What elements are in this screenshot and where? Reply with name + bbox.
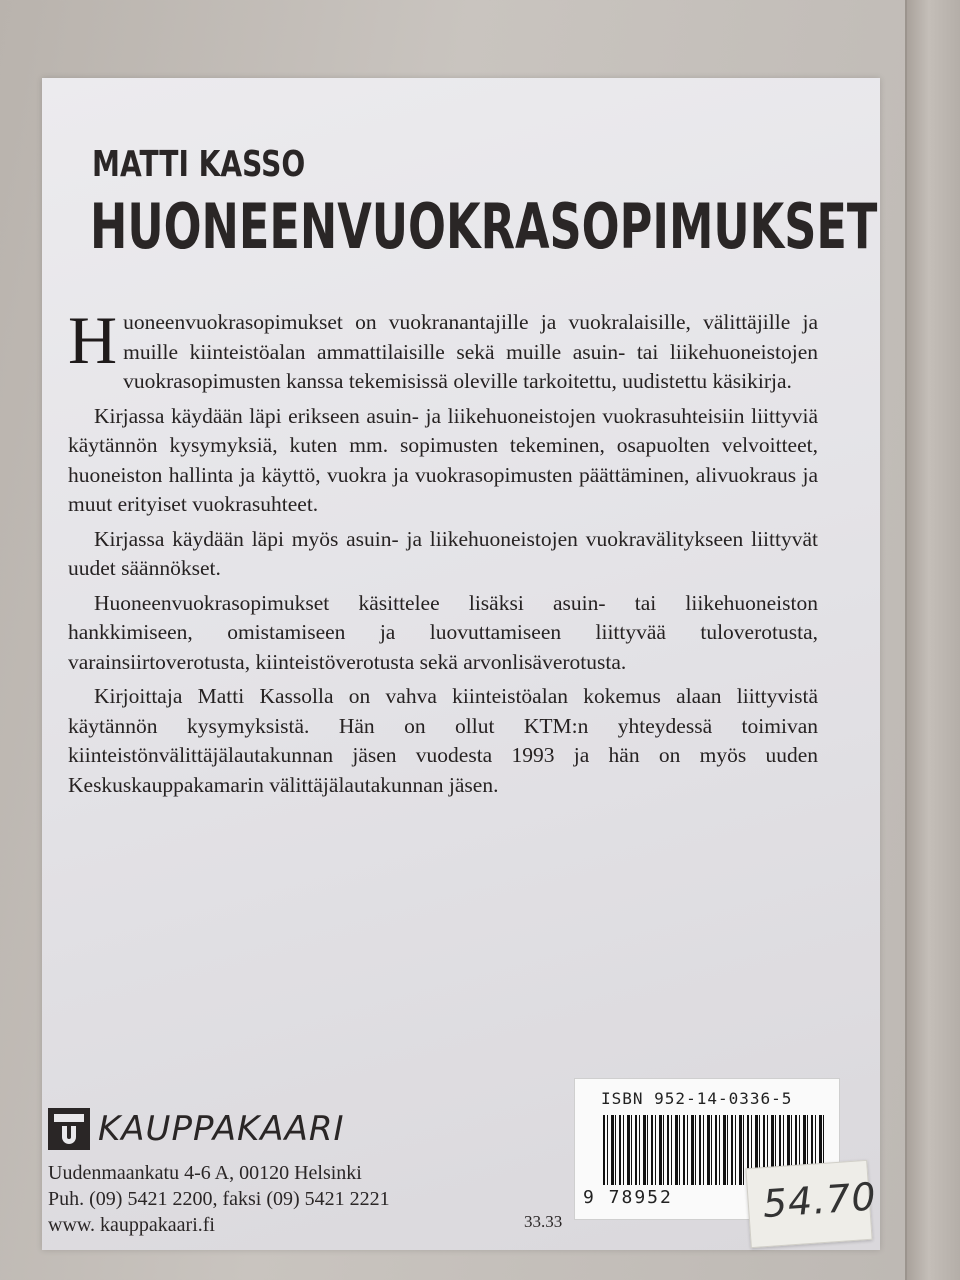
paragraph-intro-text: uoneenvuokrasopimukset on vuokranantajille ja vuokralaisille, välittäjille ja muille kiinteistöalan ammattilaisille sekä muille asuin- tai liikehuoneistojen vuokrasopimusten kanssa tekemisissä oleville tarkoitettu, uudistettu käsikirja.: [123, 310, 818, 393]
ean-number: 9 78952: [583, 1187, 673, 1208]
kauppakaari-logo-icon: [48, 1108, 90, 1150]
blurb: [68, 302, 818, 805]
publisher-phone: Puh. (09) 5421 2200, faksi (09) 5421 2221: [48, 1188, 390, 1210]
paragraph-taxation: Huoneenvuokrasopimukset käsittelee lisäksi asuin- tai liikehuoneiston hankkimiseen, omistamiseen ja luovuttamiseen liittyvää tuloverotusta, varainsiirtoverotusta, kiinteistöverotusta sekä arvonlisäverotusta.: [68, 590, 818, 674]
publisher-name: KAUPPAKAARI: [98, 1109, 345, 1149]
publisher-address: Uudenmaankatu 4-6 A, 00120 Helsinki: [48, 1162, 362, 1184]
product-code: 33.33: [524, 1212, 563, 1231]
price-value: 54.70: [761, 1174, 878, 1227]
back-cover: [42, 78, 880, 1250]
book-title: HUONEENVUOKRASOPIMUKSET: [90, 190, 878, 263]
price-sticker: [745, 1160, 878, 1248]
author-name: MATTI KASSO: [92, 144, 306, 185]
paragraph-author-bio: Kirjoittaja Matti Kassolla on vahva kiinteistöalan kokemus alaan liittyvistä käytännön kysymyksistä. Hän on ollut KTM:n yhteydessä toimivan kiinteistönvälittäjälautakunnan jäsen vuodesta 1993 ja hän on myös uuden Keskuskauppakamarin välittäjälautakunnan jäsen.: [68, 684, 818, 797]
publisher-website: www. kauppakaari.fi: [48, 1214, 215, 1236]
paragraph-brokerage: Kirjassa käydään läpi myös asuin- ja liikehuoneistojen vuokravälitykseen liittyvät uudet säännökset.: [68, 526, 818, 580]
paragraph-topics: Kirjassa käydään läpi erikseen asuin- ja liikehuoneistojen vuokrasuhteisiin liittyviä käytännön kysymyksiä, kuten mm. sopimusten tekeminen, osapuolten velvoitteet, huoneiston hallinta ja käyttö, vuokra ja vuokrasopimusten päättäminen, alivuokraus ja muut erityiset vuokrasuhteet.: [68, 403, 818, 516]
paragraph-intro: [68, 302, 818, 397]
publisher-brand: [48, 1108, 344, 1150]
isbn-number: ISBN 952-14-0336-5: [601, 1089, 793, 1108]
drop-cap: H: [68, 302, 118, 378]
publisher-contact: [48, 1160, 390, 1238]
book-edge: [905, 0, 960, 1280]
